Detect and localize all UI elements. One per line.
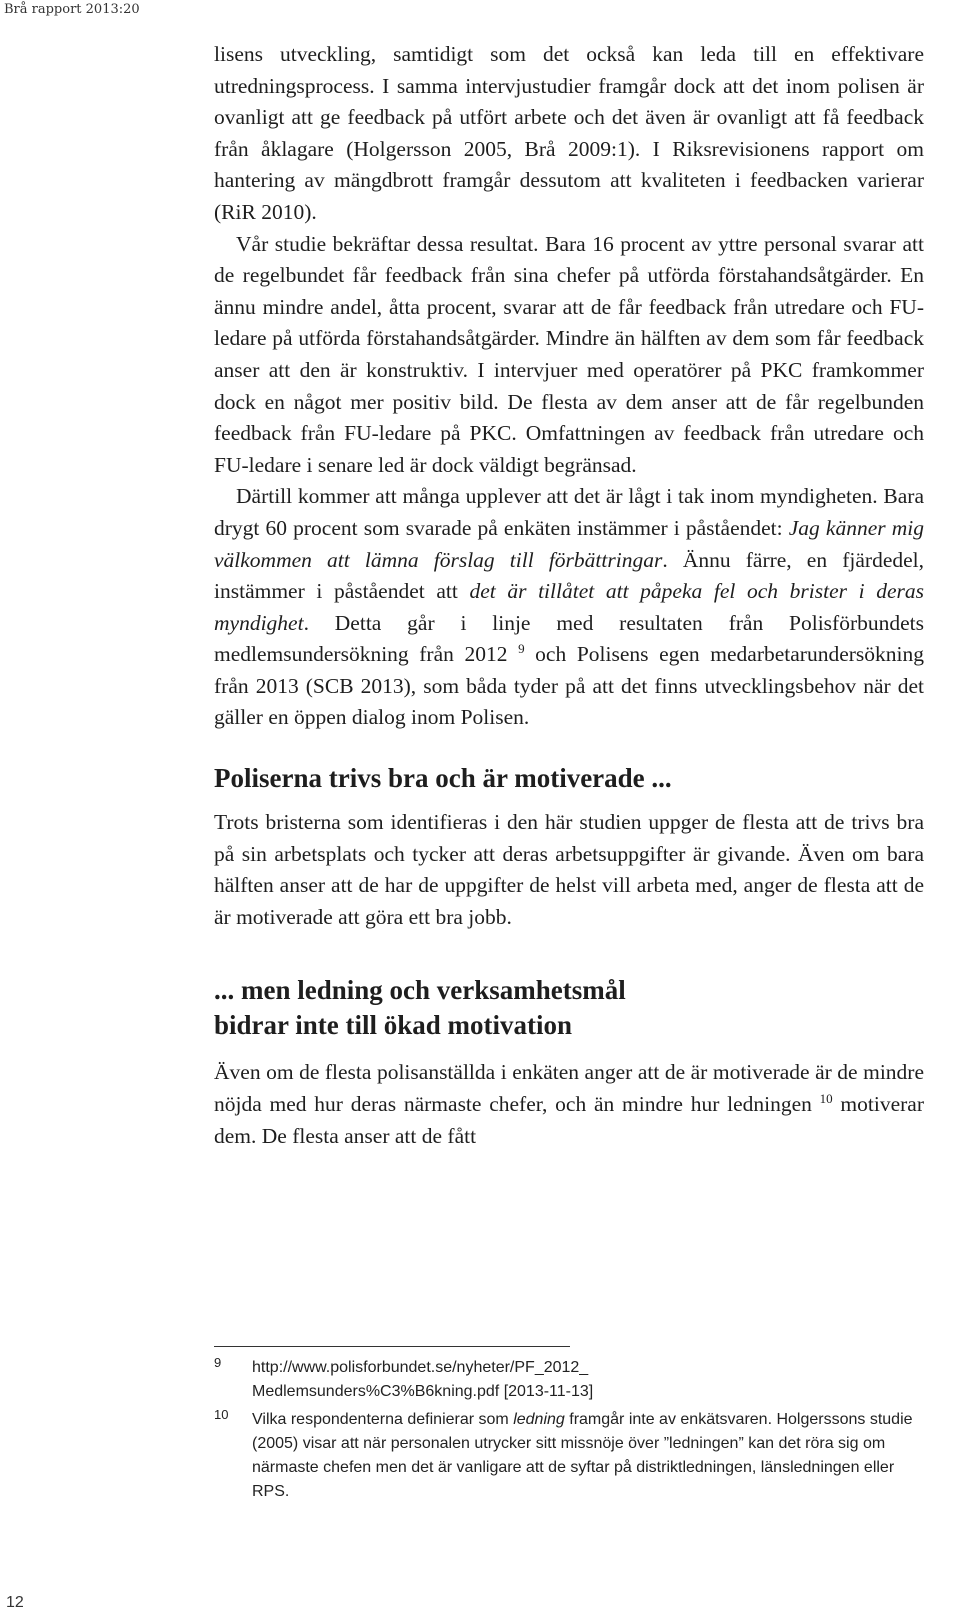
footnote-divider xyxy=(214,1346,570,1347)
footnote-ref-9: 9 xyxy=(518,641,525,657)
section-heading-2-line-2: bidrar inte till ökad motivation xyxy=(214,1010,573,1041)
paragraph-3-italic-2: det är tillåtet att påpeka fel och brister i deras myndighet xyxy=(214,579,924,635)
paragraph-5-text-a: Även om de flesta polisanställda i enkäten anger att de är motiverade är de mindre nöjda med hur deras närmaste chefer, och än mindre hur ledningen xyxy=(214,1060,924,1117)
footnote-10 xyxy=(214,1408,914,1504)
footnote-10-text-a: Vilka respondenterna definierar som xyxy=(252,1411,514,1428)
footnote-10-text-b: framgår inte av enkätsvaren. Holgerssons studie (2005) visar att när personalen utrycker sitt missnöje över ”ledningen” kan det röra sig om närmaste chefen men det är vanligare att de syftar på distriktledningen, länsledningen eller RPS. xyxy=(252,1411,913,1500)
footnote-10-italic: ledning xyxy=(513,1411,565,1428)
paragraph-5-text-b: motiverar dem. De flesta anser att de fått xyxy=(214,1092,925,1148)
paragraph-3-italic-1: Jag känner mig välkommen att lämna förslag till förbättringar xyxy=(214,515,924,572)
footnote-9-url-line-2: Medlemsunders%C3%B6kning.pdf [2013-11-13] xyxy=(252,1383,594,1400)
footnote-10-text xyxy=(252,1408,914,1504)
footnote-9-number: 9 xyxy=(214,1355,222,1370)
paragraph-1: lisens utveckling, samtidigt som det också kan leda till en effektivare utredningsprocess. I samma intervjustudier framgår dock att det inom polisen är ovanligt att ge feedback på utfört arbete och det även är ovanligt att få feedback från åklagare (Holgersson 2005, Brå 2009:1). I Riksrevisionens rapport om hantering av mängdbrott framgår dessutom att kvaliteten i feedbacken varierar (RiR 2010). xyxy=(214,42,924,224)
paragraph-3 xyxy=(214,481,924,734)
page-number: 12 xyxy=(6,1594,24,1611)
footnote-9-text xyxy=(252,1356,914,1404)
paragraph-2: Vår studie bekräftar dessa resultat. Bara 16 procent av yttre personal svarar att de regelbundet får feedback från sina chefer på utförda förstahandsåtgärder. En ännu mindre andel, åtta procent, svarar att de får feedback från utredare och FU-ledare på utförda förstahandsåtgärder. Mindre än hälften av dem som får feedback anser att den är konstruktiv. I intervjuer med operatörer på PKC framkommer dock en något mer positiv bild. De flesta av dem anser att de får regelbunden feedback från FU-ledare på PKC. Omfattningen av feedback från utredare och FU-ledare i senare led är dock väldigt begränsad. xyxy=(214,231,924,477)
body-column xyxy=(214,39,924,1152)
running-header: Brå rapport 2013:20 xyxy=(4,2,140,17)
section-heading-2 xyxy=(214,973,924,1043)
paragraph-3-text-a: Därtill kommer att många upplever att det är lågt i tak inom myndigheten. Bara drygt 60 procent som svarade på enkäten instämmer i påståendet: xyxy=(214,484,924,540)
section-heading-2-line-1: ... men ledning och verksamhetsmål xyxy=(214,975,626,1006)
paragraph-3-text-d: och Polisens egen medarbetarundersökning från 2013 (SCB 2013), som båda tyder på att det finns utvecklingsbehov när det gäller en öppen dialog inom Polisen. xyxy=(214,642,925,730)
footnote-ref-10: 10 xyxy=(819,1091,833,1107)
section-heading-1: Poliserna trivs bra och är motiverade ... xyxy=(214,763,672,794)
paragraph-4: Trots bristerna som identifieras i den här studien uppger de flesta att de trivs bra på sin arbetsplats och tycker att deras arbetsuppgifter är givande. Även om bara hälften anser att de har de uppgifter de helst vill arbeta med, anger de flesta att de är motiverade att göra ett bra jobb. xyxy=(214,810,924,929)
footnote-9 xyxy=(214,1356,914,1404)
paragraph-5 xyxy=(214,1057,924,1152)
paragraph-3-text-b: . Ännu färre, en fjärdedel, instämmer i påståendet att xyxy=(214,547,925,604)
paragraph-3-text-c: . Detta går i linje med resultaten från Polisförbundets medlemsundersökning från 2012 xyxy=(214,610,924,667)
footnote-10-number: 10 xyxy=(214,1407,229,1422)
footnote-9-url-line-1: http://www.polisforbundet.se/nyheter/PF_2012_ xyxy=(252,1359,589,1376)
